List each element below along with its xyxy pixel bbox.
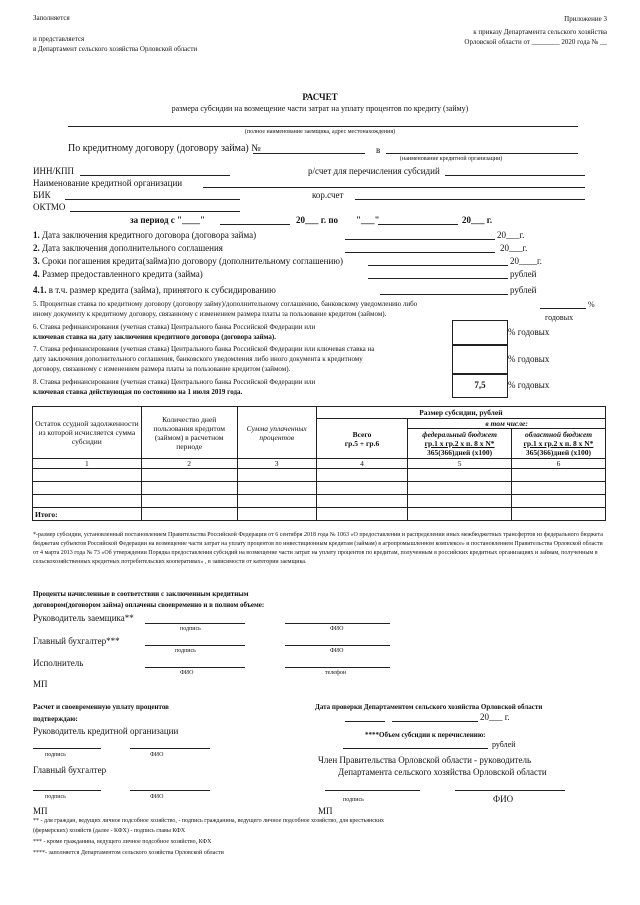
paid-line2: договором(договором займа) оплачены своевременно и в полном объеме: — [33, 601, 265, 609]
item-7-unit: % годовых — [508, 354, 550, 364]
account-field[interactable] — [445, 175, 585, 176]
item-1-num: 1. — [33, 230, 40, 240]
th-col6c: 365(366)дней (x100) — [525, 448, 592, 457]
item-41-num: 4.1. — [33, 285, 47, 295]
contract-number-field[interactable] — [253, 153, 365, 154]
header-right-line3: Орловской области от ________ 2020 года № __ — [464, 38, 607, 46]
th-col5b: гр.1 x гр.2 x п. 8 x N* — [424, 439, 495, 448]
header-right-line1: Приложение 3 — [564, 15, 607, 23]
header-right-line2: к приказу Департамента сельского хозяйства — [473, 28, 607, 36]
item-8-value: 7,5 — [474, 380, 486, 390]
item-7-value-box[interactable] — [452, 344, 508, 374]
bank-head-sign-cap: подпись — [45, 752, 66, 758]
item-41-tail: рублей — [510, 285, 537, 295]
head-label: Руководитель заемщика** — [33, 613, 134, 623]
item-5-line2: иному документу к кредитному договору, связанному с изменением размера платы за пользование кредитом (займом). — [33, 310, 387, 318]
th-size: Размер субсидии, рублей — [316, 407, 605, 419]
table-row[interactable] — [33, 482, 606, 495]
amount-rub: рублей — [492, 740, 516, 749]
borrower-caption: (полное наименование заемщика, адрес местонахождения) — [244, 129, 396, 135]
borrower-line[interactable] — [68, 126, 578, 127]
period-year2: 20___ г. — [462, 215, 493, 225]
th-col2: Количество дней пользования кредитом (займом) в расчетном периоде — [141, 407, 237, 459]
item-4-field[interactable] — [368, 278, 508, 279]
item-5-field[interactable] — [540, 308, 586, 309]
item-3-num: 3. — [33, 256, 40, 266]
item-2 — [33, 243, 223, 253]
th-col5a: федеральный бюджет — [422, 430, 497, 439]
mp-2: МП — [33, 806, 48, 816]
col-num-3: 3 — [237, 459, 316, 469]
table-total-row — [33, 508, 606, 521]
inn-label: ИНН/КПП — [33, 166, 75, 176]
header-left-line3: в Департамент сельского хозяйства Орловской области — [33, 45, 198, 53]
bank-acc-fio-field[interactable] — [130, 790, 210, 791]
th-col6b: гр.1 x гр.2 x п. 8 x N* — [523, 439, 594, 448]
item-8-unit: % годовых — [508, 380, 550, 390]
contract-org-field[interactable] — [386, 153, 578, 154]
item-5-line1: 5. Процентная ставка по кредитному договору (договору займу)/дополнительному соглашению, банковскому уведомлению либо — [33, 300, 418, 308]
head-fio-cap: ФИО — [330, 626, 344, 632]
item-1-text: Дата заключения кредитного договора (договора займа) — [42, 230, 257, 240]
paid-line1: Проценты начисленные в соответствии с заключенным кредитным — [33, 590, 249, 598]
korr-field[interactable] — [355, 199, 585, 200]
confirm-right3: Член Правительства Орловской области - руководитель — [318, 755, 532, 765]
item-41-text: в т.ч. размер кредита (займа), принятого к субсидированию — [48, 285, 276, 295]
period-to-field[interactable] — [378, 224, 458, 225]
th-col4 — [316, 419, 407, 459]
th-col4b: гр.5 + гр.6 — [344, 438, 380, 448]
col-num-6: 6 — [511, 459, 605, 469]
acc-sign-field[interactable] — [145, 645, 245, 646]
bik-field[interactable] — [65, 199, 240, 200]
item-41 — [33, 285, 276, 295]
item-5-gods: годовых — [545, 313, 574, 322]
contract-label: По кредитному договору (договору займа) № — [68, 143, 261, 154]
confirm-left3: Руководитель кредитной организации — [33, 726, 179, 736]
oktmo-field[interactable] — [70, 211, 240, 212]
head-sign-field[interactable] — [145, 623, 245, 624]
dept-fio-field[interactable] — [455, 790, 565, 791]
item-3-field[interactable] — [368, 265, 508, 266]
org-name-field[interactable] — [203, 187, 585, 188]
item-7-line1: 7. Ставка рефинансирования (учетная ставка) Центрального банка Российской Федерации или ключевая ставка на — [33, 345, 375, 353]
item-3-text: Сроки погашения кредита(займа)по договору (дополнительному соглашению) — [42, 256, 343, 266]
table-total-label: Итого: — [33, 508, 142, 521]
item-4-text: Размер предоставленного кредита (займа) — [42, 269, 203, 279]
item-2-tail: 20___г. — [500, 243, 528, 253]
item-3 — [33, 256, 343, 266]
th-including: в том числе: — [408, 419, 606, 429]
footnote-2: ** - для граждан, ведущих личное подсобное хозяйство, - подпись гражданина, ведущего личное подсобное хозяйство, для крестьянских — [33, 818, 385, 824]
footnote-star: *-размер субсидии, установленный постановлением Правительства Российской Федерации от 6 сентября 2018 года № 1063 «О предоставлении и распределении иных межбюджетных трансфертов из федерального бюджета бюджетам субъектов Российской Федерации на возмещение части затрат на уплату процентов по инвестиционным кредитам (займам) в агропромышленном комплексе» и постановлением Правительства Орловской области от 4 марта 2013 года № 73 «Об утверждении Порядка предоставления субсидий на возмещение части затрат на уплату процентов по кредитам, полученным в российских кредитных организациях и займам, полученным в сельскохозяйственных кредитных потребительских кооперативах» , в зависимости от категории заемщика. — [33, 532, 603, 565]
korr-label: кор.счет — [312, 190, 344, 200]
footnote-4: ****- заполняется Департаментом сельского хозяйства Орловской области — [33, 850, 224, 856]
item-1 — [33, 230, 256, 240]
item-2-field[interactable] — [345, 252, 495, 253]
confirm-left2: подтверждаю: — [33, 715, 78, 723]
bank-acc-sign-cap: подпись — [45, 794, 66, 800]
item-8-line2: ключевая ставка действующая по состоянию на 1 июля 2019 года. — [33, 388, 243, 396]
th-col4a: Всего — [352, 429, 372, 439]
acc-fio-field[interactable] — [285, 645, 390, 646]
exec-phone-field[interactable] — [285, 667, 390, 668]
item-4-num: 4. — [33, 269, 40, 279]
item-4-tail: рублей — [510, 269, 537, 279]
item-7-line3: договору, связанному с изменением размера платы за пользование кредитом (займом). — [33, 365, 291, 373]
item-8-value-box[interactable] — [452, 374, 508, 398]
header-left-line2: и представляется — [33, 35, 85, 43]
oktmo-label: ОКТМО — [33, 202, 66, 212]
item-1-tail: 20___г. — [497, 230, 525, 240]
table-row[interactable] — [33, 469, 606, 482]
bank-acc-sign-field[interactable] — [33, 790, 101, 791]
check-day-field[interactable] — [345, 721, 385, 722]
col-num-2: 2 — [141, 459, 237, 469]
period-from: за период с "____" — [130, 215, 206, 225]
acc-sign-cap: подпись — [175, 648, 196, 654]
doc-title: РАСЧЕТ — [302, 92, 338, 102]
th-col6 — [511, 429, 605, 459]
th-col6a: областной бюджет — [524, 430, 593, 439]
confirm-right2: ****Объем субсидии к перечислению: — [365, 731, 486, 739]
dept-sign-cap: подпись — [343, 797, 364, 803]
exec-phone-cap: телефон — [325, 670, 347, 676]
check-month-field[interactable] — [392, 721, 478, 722]
bank-head-fio-cap: ФИО — [150, 752, 164, 758]
table-row[interactable] — [33, 495, 606, 508]
check-year: 20___ г. — [480, 712, 510, 722]
item-6-value-box[interactable] — [452, 320, 508, 346]
subsidy-table — [32, 406, 606, 521]
th-col3: Сумма уплаченных процентов — [237, 407, 316, 459]
contract-in: в — [376, 145, 381, 155]
bank-head-sign-field[interactable] — [33, 748, 101, 749]
item-3-tail: 20____г. — [510, 256, 542, 266]
item-5-pct: % — [588, 300, 595, 309]
head-fio-field[interactable] — [285, 623, 390, 624]
footnote-3: *** - кроме гражданина, ведущего личное подсобное хозяйство, КФХ — [33, 839, 212, 845]
item-6-line1: 6. Ставка рефинансирования (учетная ставка) Центрального банка Российской Федерации или — [33, 323, 316, 331]
th-col1: Остаток ссудной задолженности из которой исчисляется сумма субсидии — [33, 407, 142, 459]
item-2-text: Дата заключения дополнительного соглашения — [42, 243, 223, 253]
header-left-line1: Заполняется — [33, 14, 70, 22]
accountant-label: Главный бухгалтер*** — [33, 636, 120, 646]
confirm-right4: Департамента сельского хозяйства Орловской области — [338, 767, 547, 777]
col-num-1: 1 — [33, 459, 142, 469]
th-col5c: 365(366)дней (x100) — [427, 448, 493, 457]
item-1-field[interactable] — [345, 239, 495, 240]
org-name-label: Наименование кредитной организации — [33, 178, 183, 188]
executor-label: Исполнитель — [33, 658, 84, 668]
doc-subtitle: размера субсидии на возмещение части затрат на уплату процентов по кредиту (займу) — [171, 104, 469, 113]
inn-field[interactable] — [80, 175, 230, 176]
footnote-2b: (фермерских) хозяйств (далее - КФХ) - подпись главы КФХ — [33, 828, 186, 834]
head-sign-cap: подпись — [180, 626, 201, 632]
period-year1: 20___ г. по — [296, 215, 339, 225]
period-to-day: "___" — [356, 215, 380, 225]
bank-acc-fio-cap: ФИО — [150, 794, 164, 800]
th-col5 — [408, 429, 512, 459]
bank-head-fio-field[interactable] — [130, 748, 210, 749]
col-num-5: 5 — [408, 459, 512, 469]
item-2-num: 2. — [33, 243, 40, 253]
mp-1: МП — [33, 679, 48, 689]
confirm-left1: Расчет и своевременную уплату процентов — [33, 703, 169, 711]
bank-acc-label: Главный бухгалтер — [33, 765, 107, 775]
item-6-line2: ключевая ставка на дату заключения кредитного договора (договора займа). — [33, 333, 276, 341]
item-41-field[interactable] — [380, 294, 508, 295]
period-from-field[interactable] — [220, 224, 290, 225]
account-label: р/счет для перечисления субсидий — [308, 166, 440, 176]
item-8-line1: 8. Ставка рефинансирования (учетная ставка) Центрального банка Российской Федерации или — [33, 378, 316, 386]
item-7-line2: дату заключения дополнительного соглашения, банковского уведомления либо иного документа к кредитному — [33, 355, 363, 363]
dept-sign-field[interactable] — [325, 790, 420, 791]
mp-3: МП — [318, 806, 333, 816]
item-4 — [33, 269, 203, 279]
dept-fio-cap: ФИО — [493, 794, 514, 804]
item-6-unit: % годовых — [508, 327, 550, 337]
org-caption: (наименование кредитной организации) — [400, 156, 503, 162]
exec-fio-cap: ФИО — [180, 670, 194, 676]
acc-fio-cap: ФИО — [330, 648, 344, 654]
col-num-4: 4 — [316, 459, 407, 469]
exec-fio-field[interactable] — [145, 667, 245, 668]
subsidy-amount-field[interactable] — [343, 748, 488, 749]
bik-label: БИК — [33, 190, 51, 200]
confirm-right1: Дата проверки Департаментом сельского хозяйства Орловской области — [315, 703, 543, 711]
